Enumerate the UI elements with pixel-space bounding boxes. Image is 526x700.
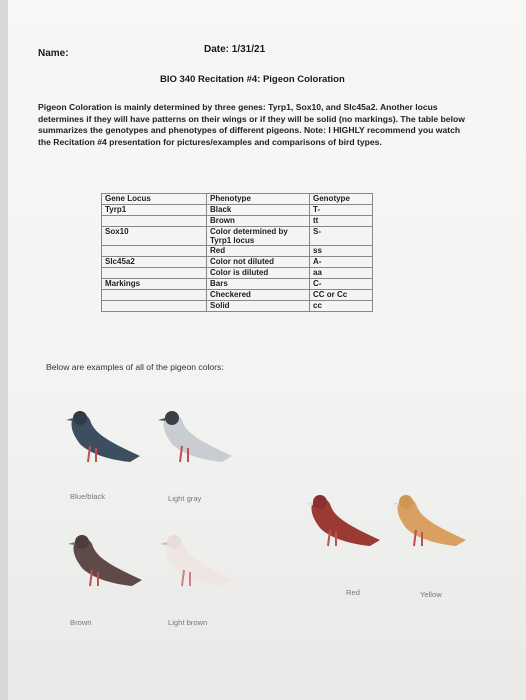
cell-genotype: tt — [310, 216, 373, 227]
cell-phenotype: Color not diluted — [207, 257, 310, 268]
pigeon-yellow-image — [386, 484, 476, 560]
pigeon-red-image — [300, 484, 390, 560]
table-row — [102, 205, 373, 216]
label-light-gray: Light gray — [168, 494, 202, 503]
cell-locus: Slc45a2 — [102, 257, 207, 268]
cell-phenotype: Black — [207, 205, 310, 216]
cell-locus — [102, 301, 207, 312]
label-light-brown: Light brown — [168, 618, 208, 627]
cell-genotype: ss — [310, 246, 373, 257]
table-row — [102, 279, 373, 290]
table-row — [102, 246, 373, 257]
cell-genotype: S- — [310, 227, 373, 246]
cell-genotype: CC or Cc — [310, 290, 373, 301]
pigeon-blue-black-image — [60, 400, 150, 476]
table-row — [102, 268, 373, 279]
page-title: BIO 340 Recitation #4: Pigeon Coloration — [160, 74, 345, 85]
header-genotype: Genotype — [310, 194, 373, 205]
cell-locus: Markings — [102, 279, 207, 290]
pigeon-brown-image — [62, 524, 152, 600]
pigeon-light-gray-image — [152, 400, 242, 476]
label-yellow: Yellow — [420, 590, 442, 599]
cell-locus: Tyrp1 — [102, 205, 207, 216]
cell-locus — [102, 268, 207, 279]
table-header-row — [102, 194, 373, 205]
header-gene-locus: Gene Locus — [102, 194, 207, 205]
page-edge-shadow — [0, 0, 8, 700]
cell-locus — [102, 290, 207, 301]
genotype-table — [101, 193, 373, 312]
date-label: Date: 1/31/21 — [204, 44, 266, 55]
cell-phenotype: Solid — [207, 301, 310, 312]
cell-phenotype: Red — [207, 246, 310, 257]
label-brown: Brown — [70, 618, 92, 627]
cell-genotype: cc — [310, 301, 373, 312]
cell-phenotype: Bars — [207, 279, 310, 290]
examples-caption: Below are examples of all of the pigeon colors: — [46, 362, 224, 372]
pigeon-light-brown-image — [154, 524, 244, 600]
table-row — [102, 301, 373, 312]
table-row — [102, 290, 373, 301]
name-label: Name: — [38, 48, 69, 59]
cell-locus: Sox10 — [102, 227, 207, 246]
header-phenotype: Phenotype — [207, 194, 310, 205]
cell-locus — [102, 216, 207, 227]
cell-phenotype: Checkered — [207, 290, 310, 301]
table-row — [102, 216, 373, 227]
cell-locus — [102, 246, 207, 257]
cell-genotype: T- — [310, 205, 373, 216]
cell-phenotype: Color determined by Tyrp1 locus — [207, 227, 310, 246]
table-row — [102, 227, 373, 246]
cell-phenotype: Brown — [207, 216, 310, 227]
intro-paragraph: Pigeon Coloration is mainly determined by three genes: Tyrp1, Sox10, and Slc45a2. Another locus determines if they will have patterns on their wings or if they will be solid (no markings). The table below summarizes the genotypes and phenotypes of different pigeons. Note: I HIGHLY recommend you watch the Recitation #4 presentation for pictures/examples and comparisons of bird types. — [38, 102, 465, 147]
cell-phenotype: Color is diluted — [207, 268, 310, 279]
cell-genotype: C- — [310, 279, 373, 290]
cell-genotype: aa — [310, 268, 373, 279]
label-blue-black: Blue/black — [70, 492, 106, 501]
cell-genotype: A- — [310, 257, 373, 268]
label-red: Red — [346, 588, 360, 597]
table-row — [102, 257, 373, 268]
